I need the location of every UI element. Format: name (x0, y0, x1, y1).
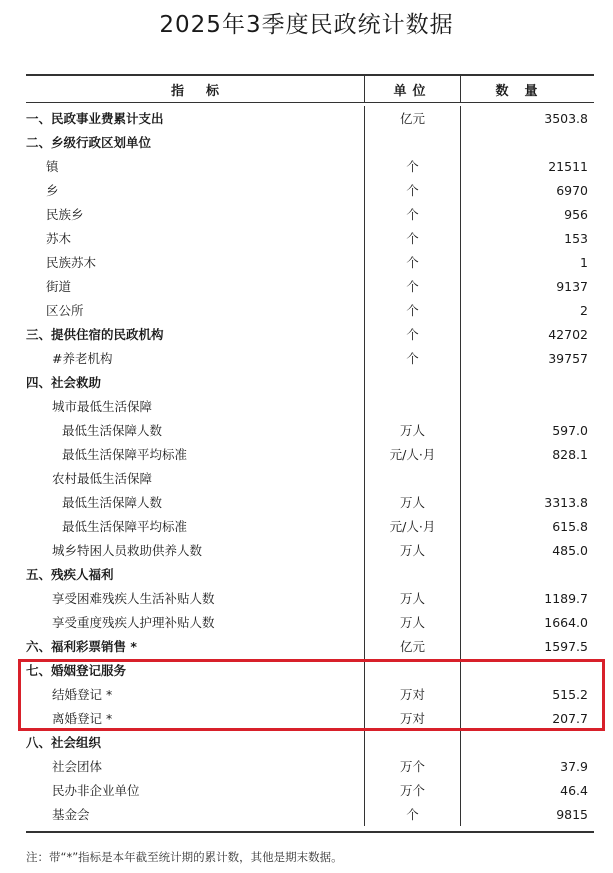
table-row (26, 802, 594, 826)
table-row (26, 538, 594, 562)
row-indicator: 结婚登记 * (52, 687, 113, 702)
table-row (26, 346, 594, 370)
row-value: 597.0 (552, 422, 588, 438)
row-unit: 万人 (364, 490, 461, 514)
row-unit: 个 (364, 274, 461, 298)
table-row (26, 298, 594, 322)
row-indicator: #养老机构 (52, 351, 113, 366)
row-indicator: 最低生活保障平均标准 (62, 519, 188, 534)
table-row (26, 418, 594, 442)
row-value: 207.7 (552, 710, 588, 726)
row-unit: 万个 (364, 754, 461, 778)
row-indicator: 三、提供住宿的民政机构 (26, 327, 164, 342)
row-indicator: 苏木 (46, 231, 72, 246)
row-unit: 万人 (364, 586, 461, 610)
row-indicator: 一、民政事业费累计支出 (26, 111, 164, 126)
marriage-highlight-box (18, 659, 605, 731)
row-indicator: 离婚登记 * (52, 711, 113, 726)
header-unit: 单位 (364, 76, 461, 102)
row-indicator: 镇 (46, 159, 59, 174)
table-row (26, 394, 594, 418)
row-unit: 亿元 (364, 106, 461, 130)
header-quantity: 数量 (495, 83, 554, 99)
row-unit (364, 562, 461, 586)
row-indicator: 最低生活保障人数 (62, 495, 163, 510)
row-value: 9137 (556, 278, 588, 294)
row-unit (364, 130, 461, 154)
table-row (26, 778, 594, 802)
row-value: 9815 (556, 806, 588, 822)
row-indicator: 二、乡级行政区划单位 (26, 135, 152, 150)
row-unit: 个 (364, 202, 461, 226)
table-row (26, 178, 594, 202)
table-row (26, 442, 594, 466)
row-indicator: 四、社会救助 (26, 375, 102, 390)
table-row (26, 250, 594, 274)
row-indicator: 享受重度残疾人护理补贴人数 (52, 615, 215, 630)
table-row (26, 514, 594, 538)
row-unit (364, 370, 461, 394)
row-value: 46.4 (560, 782, 588, 798)
row-value: 515.2 (552, 686, 588, 702)
row-indicator: 社会团体 (52, 759, 103, 774)
row-indicator: 七、婚姻登记服务 (26, 663, 127, 678)
row-unit: 元/人·月 (364, 442, 461, 466)
table-row (26, 154, 594, 178)
row-unit (364, 466, 461, 490)
row-unit (364, 730, 461, 754)
table-row (26, 130, 594, 154)
row-value: 6970 (556, 182, 588, 198)
row-indicator: 六、福利彩票销售 * (26, 639, 137, 654)
table-row (26, 274, 594, 298)
row-unit: 个 (364, 250, 461, 274)
row-indicator: 民办非企业单位 (52, 783, 140, 798)
row-unit: 个 (364, 178, 461, 202)
row-unit: 亿元 (364, 634, 461, 658)
table-row (26, 322, 594, 346)
row-value: 37.9 (560, 758, 588, 774)
table-row (26, 106, 594, 130)
row-indicator: 乡 (46, 183, 59, 198)
row-indicator: 最低生活保障人数 (62, 423, 163, 438)
row-value: 3313.8 (544, 494, 588, 510)
row-value: 39757 (548, 350, 588, 366)
row-unit: 万人 (364, 418, 461, 442)
row-value: 1189.7 (544, 590, 588, 606)
row-value: 2 (580, 302, 588, 318)
row-unit: 万人 (364, 610, 461, 634)
table-row (26, 754, 594, 778)
row-indicator: 八、社会组织 (26, 735, 102, 750)
row-indicator: 民族苏木 (46, 255, 97, 270)
row-indicator: 五、残疾人福利 (26, 567, 114, 582)
row-indicator: 享受困难残疾人生活补贴人数 (52, 591, 215, 606)
footnote: 注：带“*”指标是本年截至统计期的累计数，其他是期末数据。 (26, 850, 343, 864)
row-indicator: 城市最低生活保障 (52, 399, 153, 414)
row-unit: 个 (364, 298, 461, 322)
row-unit: 个 (364, 346, 461, 370)
row-value: 956 (564, 206, 588, 222)
row-unit: 个 (364, 802, 461, 826)
row-indicator: 街道 (46, 279, 72, 294)
row-indicator: 农村最低生活保障 (52, 471, 153, 486)
row-value: 1597.5 (544, 638, 588, 654)
table-row (26, 466, 594, 490)
table-row (26, 562, 594, 586)
table-row (26, 202, 594, 226)
row-unit: 万对 (364, 706, 461, 730)
row-value: 615.8 (552, 518, 588, 534)
row-unit: 个 (364, 322, 461, 346)
table-row (26, 370, 594, 394)
row-value: 3503.8 (544, 110, 588, 126)
table-header (26, 76, 594, 103)
row-unit (364, 394, 461, 418)
row-value: 828.1 (552, 446, 588, 462)
row-indicator: 民族乡 (46, 207, 84, 222)
row-unit: 个 (364, 226, 461, 250)
row-indicator: 区公所 (46, 303, 84, 318)
row-value: 21511 (548, 158, 588, 174)
page-title: 2025年3季度民政统计数据 (159, 12, 454, 38)
table-row (26, 634, 594, 658)
table-row (26, 226, 594, 250)
row-unit: 万人 (364, 538, 461, 562)
row-value: 1664.0 (544, 614, 588, 630)
table-row (26, 730, 594, 754)
table-row (26, 586, 594, 610)
row-unit: 元/人·月 (364, 514, 461, 538)
table-bottom-rule (26, 831, 594, 833)
row-unit: 个 (364, 154, 461, 178)
row-value: 485.0 (552, 542, 588, 558)
table-row (26, 610, 594, 634)
row-indicator: 城乡特困人员救助供养人数 (52, 543, 203, 558)
row-unit: 万对 (364, 682, 461, 706)
header-indicator: 指标 (170, 83, 241, 99)
row-value: 153 (564, 230, 588, 246)
row-indicator: 最低生活保障平均标准 (62, 447, 188, 462)
row-unit: 万个 (364, 778, 461, 802)
table-row (26, 490, 594, 514)
row-value: 42702 (548, 326, 588, 342)
row-value: 1 (580, 254, 588, 270)
row-indicator: 基金会 (52, 807, 90, 822)
